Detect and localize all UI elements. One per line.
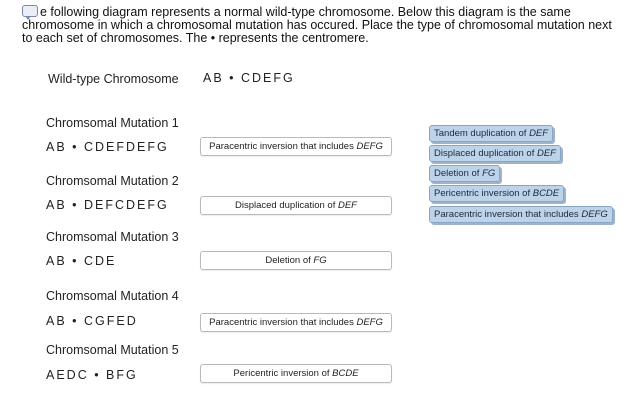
instructions	[22, 5, 632, 45]
wild-type-label: Wild-type Chromosome	[48, 72, 179, 86]
option-chip-pericentric-inversion[interactable]	[429, 185, 564, 202]
mutation-2-label: Chromsomal Mutation 2	[46, 174, 179, 188]
mutation-3-answer-em: FG	[313, 255, 327, 266]
mutation-1-answer-text: Paracentric inversion that includes	[209, 141, 357, 152]
option-chip-displaced-duplication[interactable]	[429, 145, 561, 162]
wild-type-sequence: AB • CDEFG	[203, 71, 295, 85]
mutation-4-sequence: AB • CGFED	[46, 314, 138, 328]
mutation-2-sequence: AB • DEFCDEFG	[46, 198, 169, 212]
option-1-em: DEF	[529, 128, 549, 139]
mutation-5-drop-zone[interactable]	[200, 364, 392, 383]
mutation-4-drop-zone[interactable]	[200, 313, 392, 332]
mutation-1-drop-zone[interactable]	[200, 137, 392, 156]
mutation-4-answer-em: DEFG	[356, 317, 383, 328]
option-5-text: Paracentric inversion that includes	[434, 209, 582, 220]
instructions-line-3: to each set of chromosomes. The • represents the centromere.	[22, 31, 369, 45]
mutation-5-answer-text: Pericentric inversion of	[233, 368, 333, 379]
mutation-3-label: Chromsomal Mutation 3	[46, 230, 179, 244]
instructions-line-2: chromosome in which a chromosomal mutation has occured. Place the type of chromosomal mutation next	[22, 18, 612, 32]
option-chip-paracentric-inversion[interactable]	[429, 206, 613, 223]
option-4-em: BCDE	[532, 188, 560, 199]
option-2-em: DEF	[536, 148, 556, 159]
mutation-5-sequence: AEDC • BFG	[46, 368, 138, 382]
mutation-3-sequence: AB • CDE	[46, 254, 117, 268]
mutation-2-answer-text: Displaced duplication of	[235, 200, 338, 211]
mutation-3-answer-text: Deletion of	[265, 255, 314, 266]
mutation-5-label: Chromsomal Mutation 5	[46, 343, 179, 357]
mutation-2-answer-em: DEF	[337, 200, 357, 211]
mutation-4-label: Chromsomal Mutation 4	[46, 289, 179, 303]
mutation-1-label: Chromsomal Mutation 1	[46, 116, 179, 130]
mutation-4-answer-text: Paracentric inversion that includes	[209, 317, 357, 328]
mutation-5-answer-em: BCDE	[332, 368, 359, 379]
option-5-em: DEFG	[581, 209, 608, 220]
option-chip-deletion[interactable]	[429, 165, 500, 182]
option-chip-tandem-duplication[interactable]	[429, 125, 553, 142]
option-3-text: Deletion of	[434, 168, 483, 179]
option-4-text: Pericentric inversion of	[434, 188, 533, 199]
option-1-text: Tandem duplication of	[434, 128, 530, 139]
mutation-3-drop-zone[interactable]	[200, 251, 392, 270]
speech-bubble-icon[interactable]	[22, 5, 38, 17]
option-2-text: Displaced duplication of	[434, 148, 537, 159]
mutation-1-sequence: AB • CDEFDEFG	[46, 140, 169, 154]
instructions-line-1: e following diagram represents a normal wild-type chromosome. Below this diagram is the same	[40, 5, 571, 19]
mutation-2-drop-zone[interactable]	[200, 196, 392, 215]
mutation-1-answer-em: DEFG	[356, 141, 383, 152]
option-3-em: FG	[482, 168, 496, 179]
